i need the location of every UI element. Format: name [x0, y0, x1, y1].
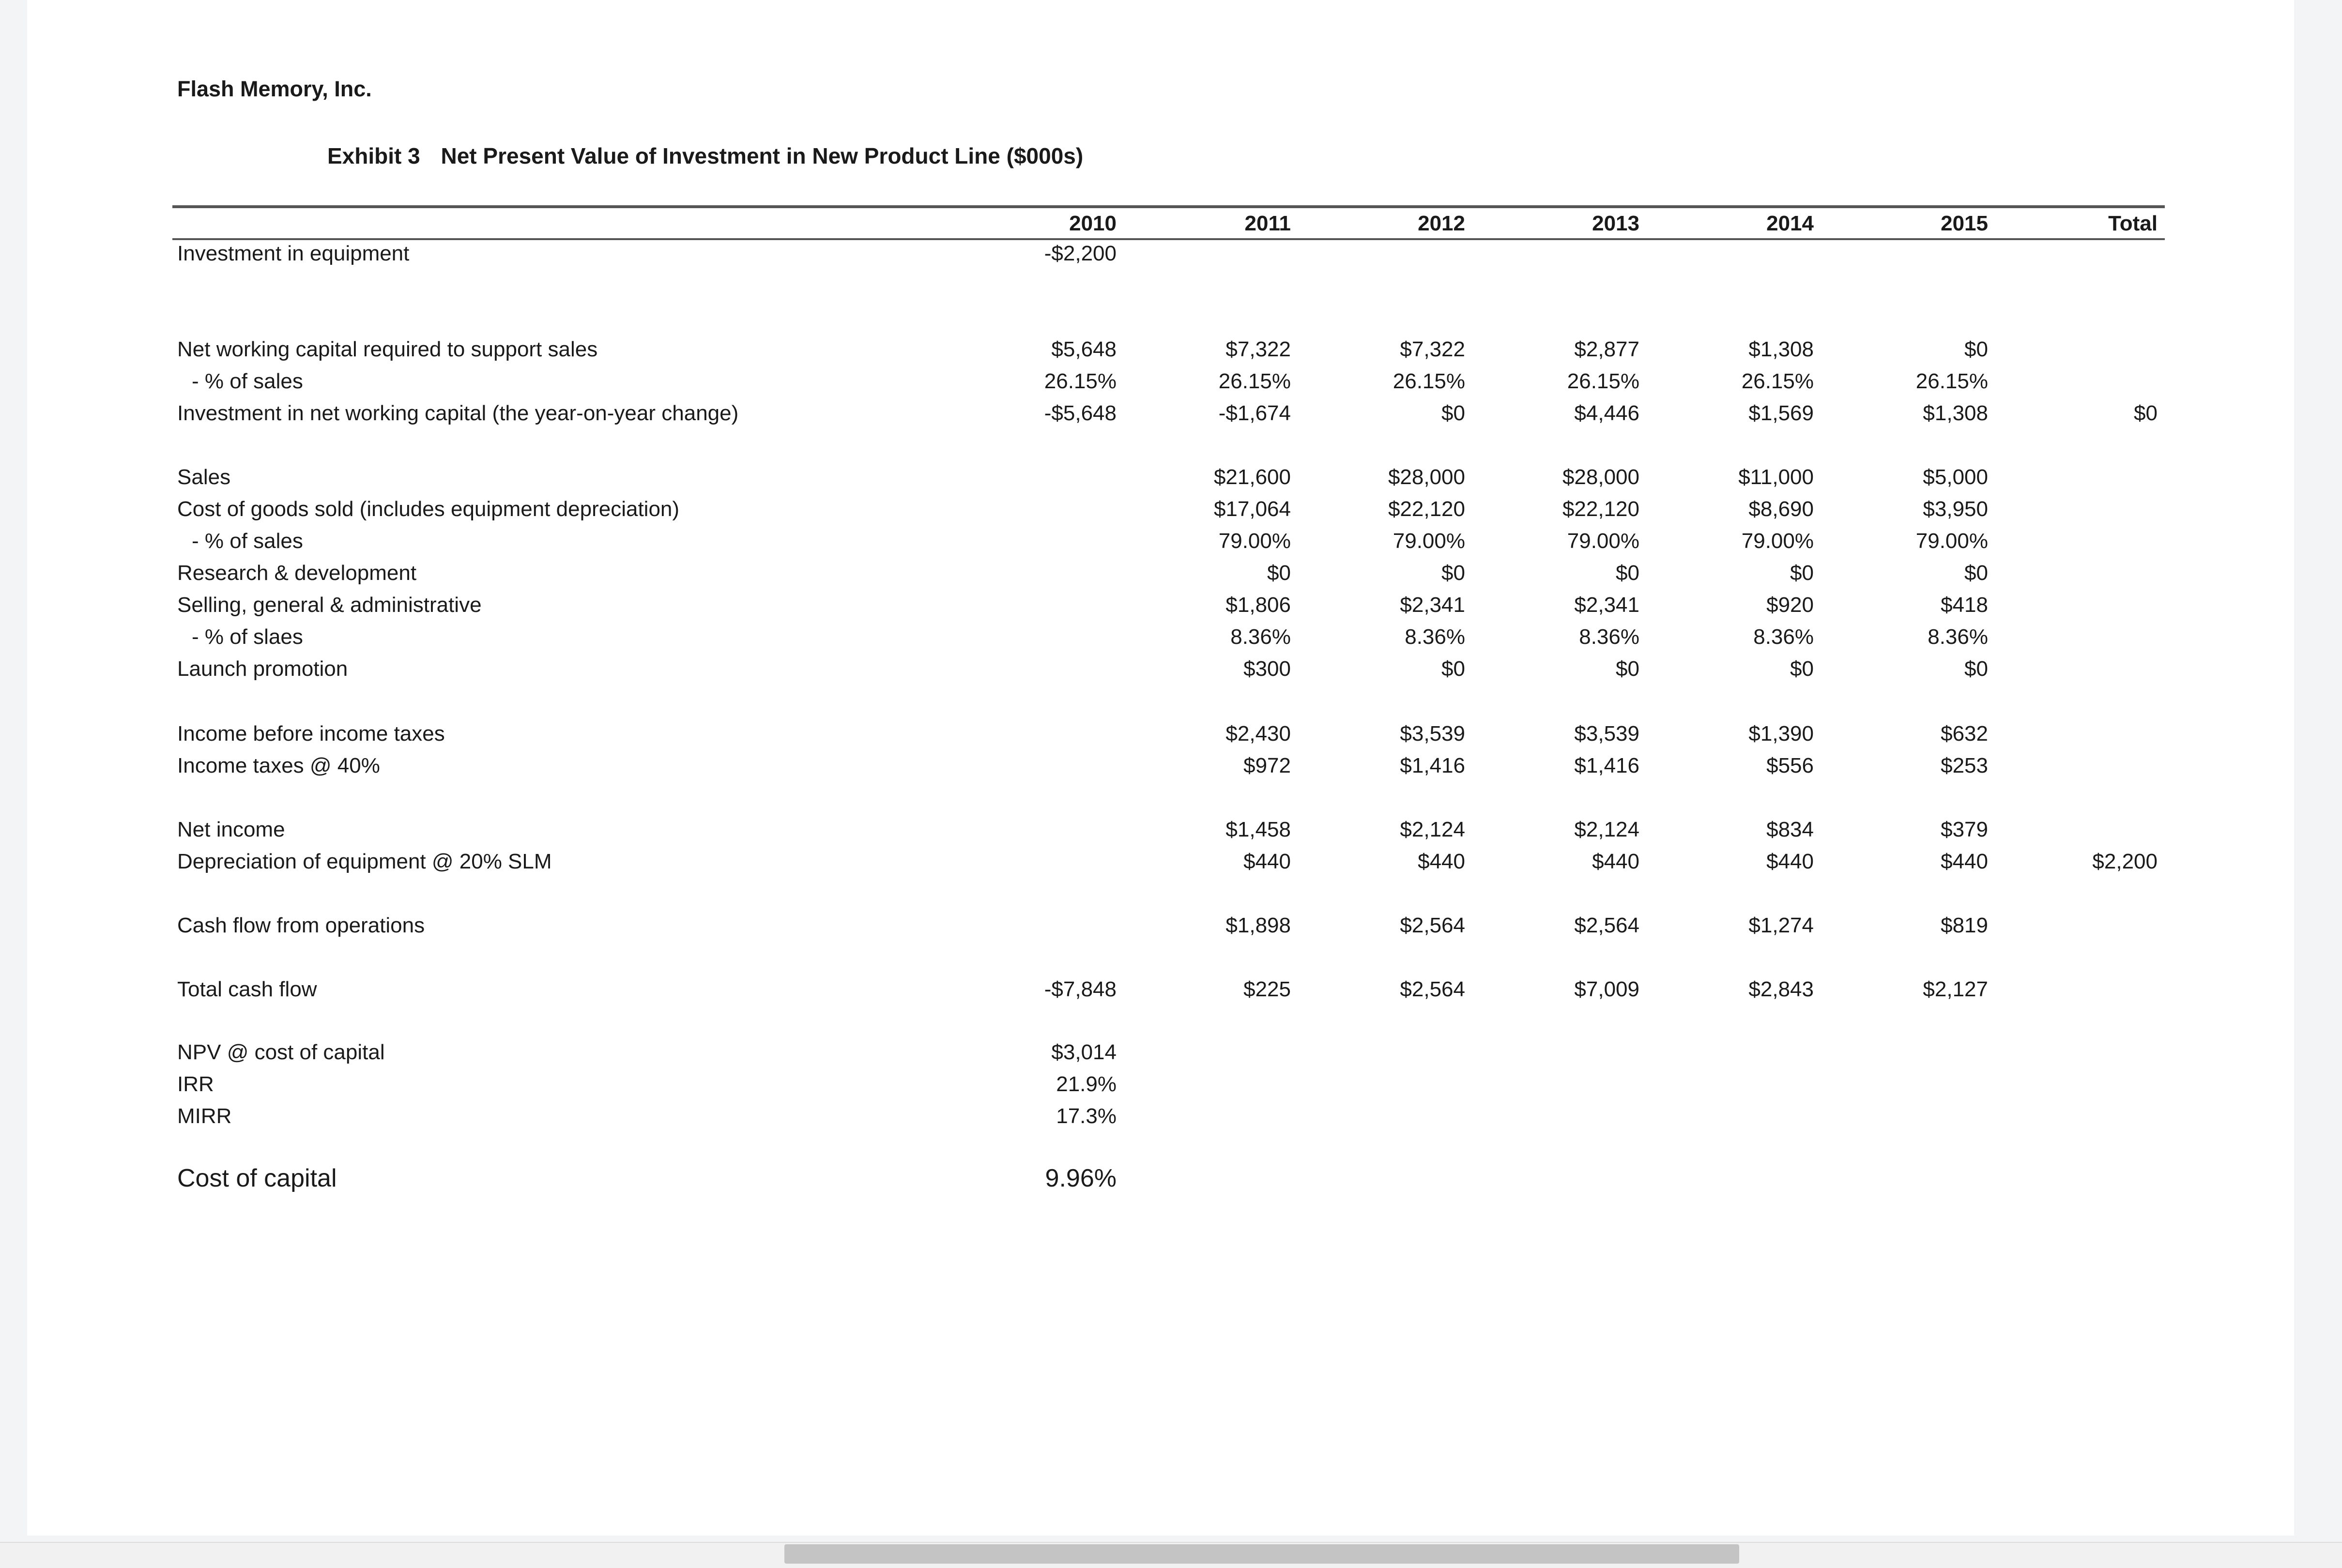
horizontal-scrollbar-thumb[interactable] [784, 1544, 1739, 1564]
column-header-total: Total [2108, 212, 2158, 235]
row-label: Research & development [177, 561, 417, 585]
table-cell: $28,000 [1562, 465, 1639, 489]
table-cell: $253 [1941, 754, 1988, 777]
table-cell: $2,564 [1400, 977, 1465, 1001]
table-cell: 8.36% [1753, 625, 1814, 649]
table-cell: $0 [1964, 337, 1988, 361]
table-cell: $0 [1441, 401, 1465, 425]
table-cell: 26.15% [1393, 369, 1465, 393]
table-cell: $819 [1941, 913, 1988, 937]
row-label: Income taxes @ 40% [177, 754, 380, 777]
table-cell: $1,308 [1748, 337, 1814, 361]
table-cell: $1,806 [1225, 593, 1291, 617]
table-cell: $556 [1766, 754, 1814, 777]
table-cell: $2,564 [1400, 913, 1465, 937]
table-cell: $0 [1964, 561, 1988, 585]
table-cell: -$1,674 [1218, 401, 1291, 425]
table-cell: 79.00% [1567, 529, 1639, 553]
table-cell: $2,124 [1400, 818, 1465, 841]
row-label: Income before income taxes [177, 722, 445, 746]
table-cell: $3,950 [1923, 497, 1988, 521]
column-header-2010: 2010 [1069, 212, 1117, 235]
table-cell: -$2,200 [1044, 242, 1117, 265]
table-cell: $3,539 [1400, 722, 1465, 746]
table-cell: $2,430 [1225, 722, 1291, 746]
table-cell: $2,877 [1574, 337, 1639, 361]
table-cell: $0 [1790, 561, 1814, 585]
column-header-2011: 2011 [1244, 212, 1291, 235]
table-cell: 21.9% [1056, 1072, 1117, 1096]
table-cell: $418 [1941, 593, 1988, 617]
table-cell: $0 [2134, 401, 2158, 425]
table-cell: 26.15% [1915, 369, 1988, 393]
row-label: Cost of goods sold (includes equipment depreciation) [177, 497, 680, 521]
exhibit-heading [327, 143, 1083, 169]
table-cell: $920 [1766, 593, 1814, 617]
table-cell: 26.15% [1218, 369, 1291, 393]
table-cell: $7,322 [1400, 337, 1465, 361]
table-cell: $8,690 [1748, 497, 1814, 521]
table-cell: $0 [1964, 657, 1988, 681]
table-cell: 8.36% [1579, 625, 1639, 649]
table-cell: $1,898 [1225, 913, 1291, 937]
row-label: Total cash flow [177, 977, 317, 1001]
exhibit-number: Exhibit 3 [327, 143, 420, 168]
table-cell: $5,000 [1923, 465, 1988, 489]
table-cell: 79.00% [1218, 529, 1291, 553]
table-cell: $1,416 [1574, 754, 1639, 777]
row-label: IRR [177, 1072, 214, 1096]
table-cell: $1,416 [1400, 754, 1465, 777]
row-label: - % of sales [192, 369, 303, 393]
row-label: - % of slaes [192, 625, 303, 649]
table-cell: $440 [1766, 850, 1814, 873]
table-cell: $440 [1592, 850, 1639, 873]
exhibit-title: Net Present Value of Investment in New Product Line ($000s) [441, 143, 1084, 168]
table-cell: $0 [1616, 657, 1639, 681]
table-cell: $300 [1243, 657, 1291, 681]
table-cell: $379 [1941, 818, 1988, 841]
row-label: Net income [177, 818, 285, 841]
row-label: Investment in net working capital (the year-on-year change) [177, 401, 739, 425]
table-cell: $632 [1941, 722, 1988, 746]
table-cell: $1,390 [1748, 722, 1814, 746]
row-label: NPV @ cost of capital [177, 1040, 385, 1064]
table-cell: $440 [1243, 850, 1291, 873]
table-cell: -$5,648 [1044, 401, 1117, 425]
table-cell: $11,000 [1738, 465, 1814, 489]
row-label: Launch promotion [177, 657, 348, 681]
table-cell: $225 [1243, 977, 1291, 1001]
table-cell: 79.00% [1741, 529, 1814, 553]
row-label: Depreciation of equipment @ 20% SLM [177, 850, 552, 873]
table-cell: -$7,848 [1044, 977, 1117, 1001]
table-cell: $440 [1941, 850, 1988, 873]
table-cell: $2,341 [1574, 593, 1639, 617]
column-header-2013: 2013 [1592, 212, 1639, 235]
row-label: Selling, general & administrative [177, 593, 482, 617]
table-cell: 17.3% [1056, 1104, 1117, 1128]
table-cell: 26.15% [1741, 369, 1814, 393]
document-page [27, 0, 2294, 1536]
table-top-rule [172, 205, 2165, 208]
table-header-rule [172, 238, 2165, 240]
table-cell: 8.36% [1405, 625, 1465, 649]
column-header-2015: 2015 [1941, 212, 1988, 235]
table-cell: $0 [1441, 657, 1465, 681]
table-cell: $1,274 [1748, 913, 1814, 937]
table-cell: $1,308 [1923, 401, 1988, 425]
table-cell: $2,124 [1574, 818, 1639, 841]
row-label: - % of sales [192, 529, 303, 553]
table-cell: $1,458 [1225, 818, 1291, 841]
table-cell: $2,341 [1400, 593, 1465, 617]
table-cell: $5,648 [1051, 337, 1117, 361]
table-cell: $972 [1243, 754, 1291, 777]
table-cell: $0 [1616, 561, 1639, 585]
table-cell: $7,322 [1225, 337, 1291, 361]
table-cell: 8.36% [1928, 625, 1988, 649]
row-label: MIRR [177, 1104, 232, 1128]
table-cell: $22,120 [1388, 497, 1465, 521]
table-cell: $2,843 [1748, 977, 1814, 1001]
table-cell: $834 [1766, 818, 1814, 841]
table-cell: $3,014 [1051, 1040, 1117, 1064]
row-label: Cost of capital [177, 1164, 337, 1192]
column-header-2012: 2012 [1418, 212, 1465, 235]
table-cell: $7,009 [1574, 977, 1639, 1001]
table-cell: $0 [1441, 561, 1465, 585]
table-cell: $2,127 [1923, 977, 1988, 1001]
table-cell: $0 [1790, 657, 1814, 681]
table-cell: $17,064 [1213, 497, 1291, 521]
table-cell: $0 [1267, 561, 1291, 585]
table-cell: 26.15% [1044, 369, 1117, 393]
row-label: Investment in equipment [177, 242, 410, 265]
table-cell: 79.00% [1393, 529, 1465, 553]
table-cell: $21,600 [1213, 465, 1291, 489]
table-cell: $22,120 [1562, 497, 1639, 521]
table-cell: 26.15% [1567, 369, 1639, 393]
table-cell: 79.00% [1915, 529, 1988, 553]
table-cell: $28,000 [1388, 465, 1465, 489]
table-cell: $1,569 [1748, 401, 1814, 425]
row-label: Net working capital required to support sales [177, 337, 598, 361]
table-cell: $2,564 [1574, 913, 1639, 937]
table-cell: 8.36% [1230, 625, 1291, 649]
table-cell: 9.96% [1045, 1164, 1117, 1192]
table-cell: $3,539 [1574, 722, 1639, 746]
column-header-2014: 2014 [1766, 212, 1814, 235]
company-title: Flash Memory, Inc. [177, 76, 372, 101]
row-label: Sales [177, 465, 231, 489]
table-cell: $2,200 [2092, 850, 2158, 873]
table-cell: $4,446 [1574, 401, 1639, 425]
row-label: Cash flow from operations [177, 913, 425, 937]
table-cell: $440 [1418, 850, 1465, 873]
